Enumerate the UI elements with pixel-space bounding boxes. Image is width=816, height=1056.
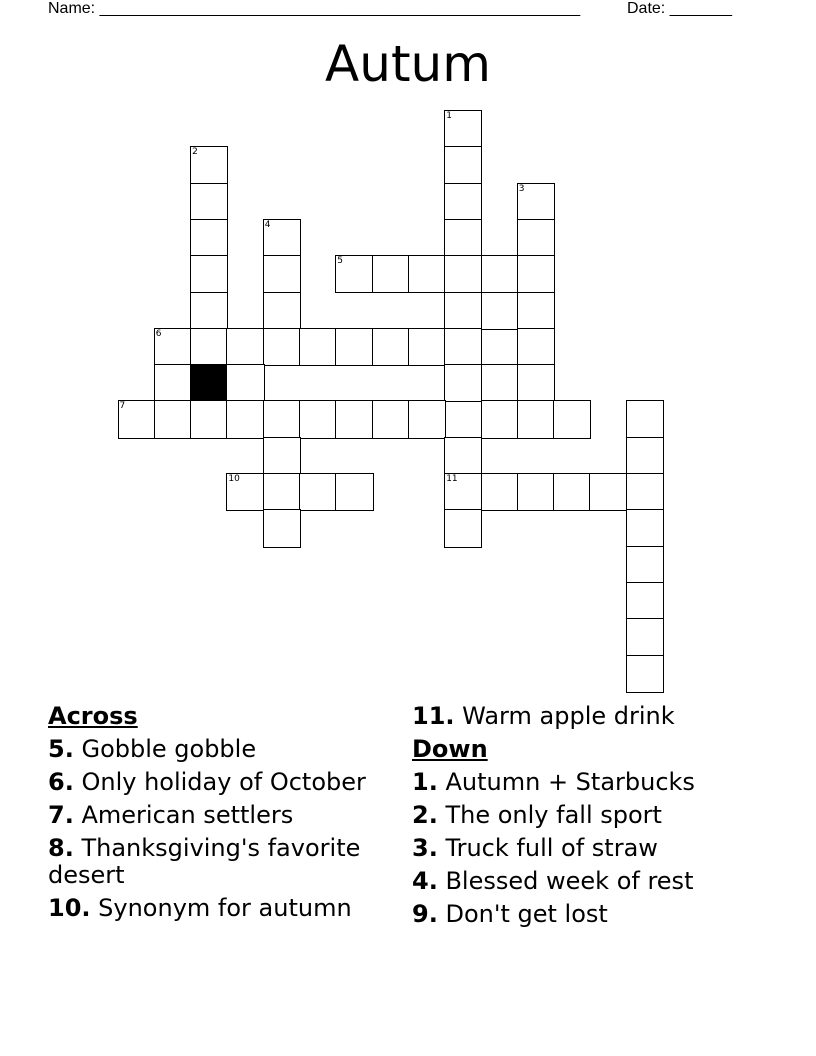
clue-number: 9. [412,900,438,928]
clue-number-label: 5 [337,256,344,267]
crossword-cell[interactable] [444,473,482,511]
clue-number: 7. [48,801,74,829]
crossword-cell[interactable] [626,618,664,656]
clue-number-label: 2 [192,147,198,158]
clue-across-5 [48,736,388,763]
crossword-cell[interactable] [263,473,301,511]
crossword-cell[interactable] [154,400,192,438]
crossword-cell[interactable] [626,400,664,438]
crossword-cell[interactable] [444,364,482,402]
clue-number-label: 11 [446,474,458,484]
clue-number: 6. [48,768,74,796]
crossword-cell[interactable] [263,292,301,330]
clue-text: Only holiday of October [81,768,366,796]
across-heading: Across [48,702,138,730]
clue-number-label: 1 [446,111,452,121]
clue-number: 8. [48,834,74,862]
crossword-cell[interactable] [517,328,555,366]
clues-left-column [48,703,388,928]
crossword-cell[interactable] [481,255,519,293]
clue-text: Synonym for autumn [98,894,352,922]
down-heading: Down [412,735,488,763]
crossword-cell[interactable] [481,364,519,402]
crossword-cell[interactable] [444,437,482,475]
clue-across-11 [412,703,792,730]
clue-number: 10. [48,894,91,922]
crossword-cell[interactable] [190,219,228,257]
crossword-cell[interactable] [190,400,228,438]
clues-right-column [412,703,792,934]
clue-number: 4. [412,867,438,895]
crossword-cell[interactable] [553,400,591,438]
crossword-cell[interactable] [481,400,519,438]
crossword-cell[interactable] [263,219,301,257]
crossword-cell[interactable] [444,146,482,184]
crossword-cell[interactable] [444,292,482,330]
page-title: Autum [325,35,491,93]
clue-number-label: 10 [228,474,240,484]
clue-number: 2. [412,801,438,829]
clue-number: 1. [412,768,438,796]
crossword-cell[interactable] [299,400,337,438]
crossword-cell[interactable] [263,437,301,475]
crossword-cell[interactable] [299,473,337,511]
date-field-line: Date: _______ [627,0,732,17]
crossword-cell[interactable] [190,146,228,184]
crossword-cell[interactable] [444,110,482,148]
crossword-cell[interactable] [626,546,664,584]
crossword-cell[interactable] [626,437,664,475]
crossword-cell[interactable] [626,473,664,511]
crossword-cell[interactable] [517,364,555,402]
clue-text: The only fall sport [445,801,662,829]
clue-text: Thanksgiving's favorite desert [48,834,361,889]
clue-across-7 [48,802,388,829]
crossword-cell[interactable] [517,400,555,438]
crossword-cell[interactable] [589,473,627,511]
clue-number: 11. [412,702,455,730]
clue-across-10 [48,895,388,922]
crossword-cell[interactable] [481,292,519,330]
clue-text: Blessed week of rest [445,867,694,895]
name-field-line: Name: ______________________________________________________ [48,0,581,17]
crossword-cell[interactable] [226,400,264,438]
crossword-cell[interactable] [372,255,410,293]
crossword-cell[interactable] [408,255,446,293]
clue-text: Gobble gobble [81,735,257,763]
clue-number: 5. [48,735,74,763]
crossword-cell[interactable] [190,328,228,366]
crossword-cell[interactable] [263,400,301,438]
crossword-cell[interactable] [444,219,482,257]
crossword-cell[interactable] [626,582,664,620]
crossword-cell[interactable] [190,183,228,221]
clue-text: Autumn + Starbucks [445,768,695,796]
crossword-cell[interactable] [335,400,373,438]
crossword-cell[interactable] [335,473,373,511]
crossword-cell[interactable] [190,255,228,293]
crossword-cell[interactable] [118,400,156,438]
crossword-cell[interactable] [263,509,301,547]
crossword-cell[interactable] [372,328,410,366]
crossword-cell[interactable] [517,219,555,257]
crossword-cell[interactable] [190,292,228,330]
clue-number-label: 3 [518,183,525,194]
crossword-cell[interactable] [154,364,192,402]
clue-number-label: 4 [264,219,271,230]
black-cell [190,364,228,402]
clue-down-3 [412,835,792,862]
crossword-cell[interactable] [335,255,373,293]
crossword-cell[interactable] [517,292,555,330]
crossword-cell[interactable] [408,400,446,438]
crossword-cell[interactable] [626,655,664,693]
crossword-cell[interactable] [226,364,264,402]
clue-down-2 [412,802,792,829]
crossword-cell[interactable] [444,509,482,547]
clue-number: 3. [412,834,438,862]
crossword-cell[interactable] [481,473,519,511]
crossword-cell[interactable] [444,183,482,221]
clue-across-6 [48,769,388,796]
crossword-cell[interactable] [444,255,482,293]
clue-number-label: 7 [119,401,126,412]
crossword-cell[interactable] [263,328,301,366]
crossword-cell[interactable] [299,328,337,366]
clue-number-label: 6 [155,328,162,339]
crossword-cell[interactable] [553,473,591,511]
crossword-cell[interactable] [154,328,192,366]
clue-text: Truck full of straw [445,834,658,862]
crossword-cell[interactable] [335,328,373,366]
crossword-cell[interactable] [263,255,301,293]
crossword-cell[interactable] [517,183,555,221]
clue-down-4 [412,868,792,895]
crossword-cell[interactable] [444,328,482,366]
clue-down-9 [412,901,792,928]
crossword-cell[interactable] [226,473,264,511]
clue-across-8 [48,835,388,889]
crossword-cell[interactable] [517,255,555,293]
clue-text: Don't get lost [445,900,608,928]
crossword-cell[interactable] [408,328,446,366]
clue-text: American settlers [81,801,294,829]
crossword-cell[interactable] [226,328,264,366]
crossword-cell[interactable] [517,473,555,511]
clue-down-1 [412,769,792,796]
crossword-cell[interactable] [372,400,410,438]
clue-text: Warm apple drink [462,702,675,730]
crossword-cell[interactable] [626,509,664,547]
